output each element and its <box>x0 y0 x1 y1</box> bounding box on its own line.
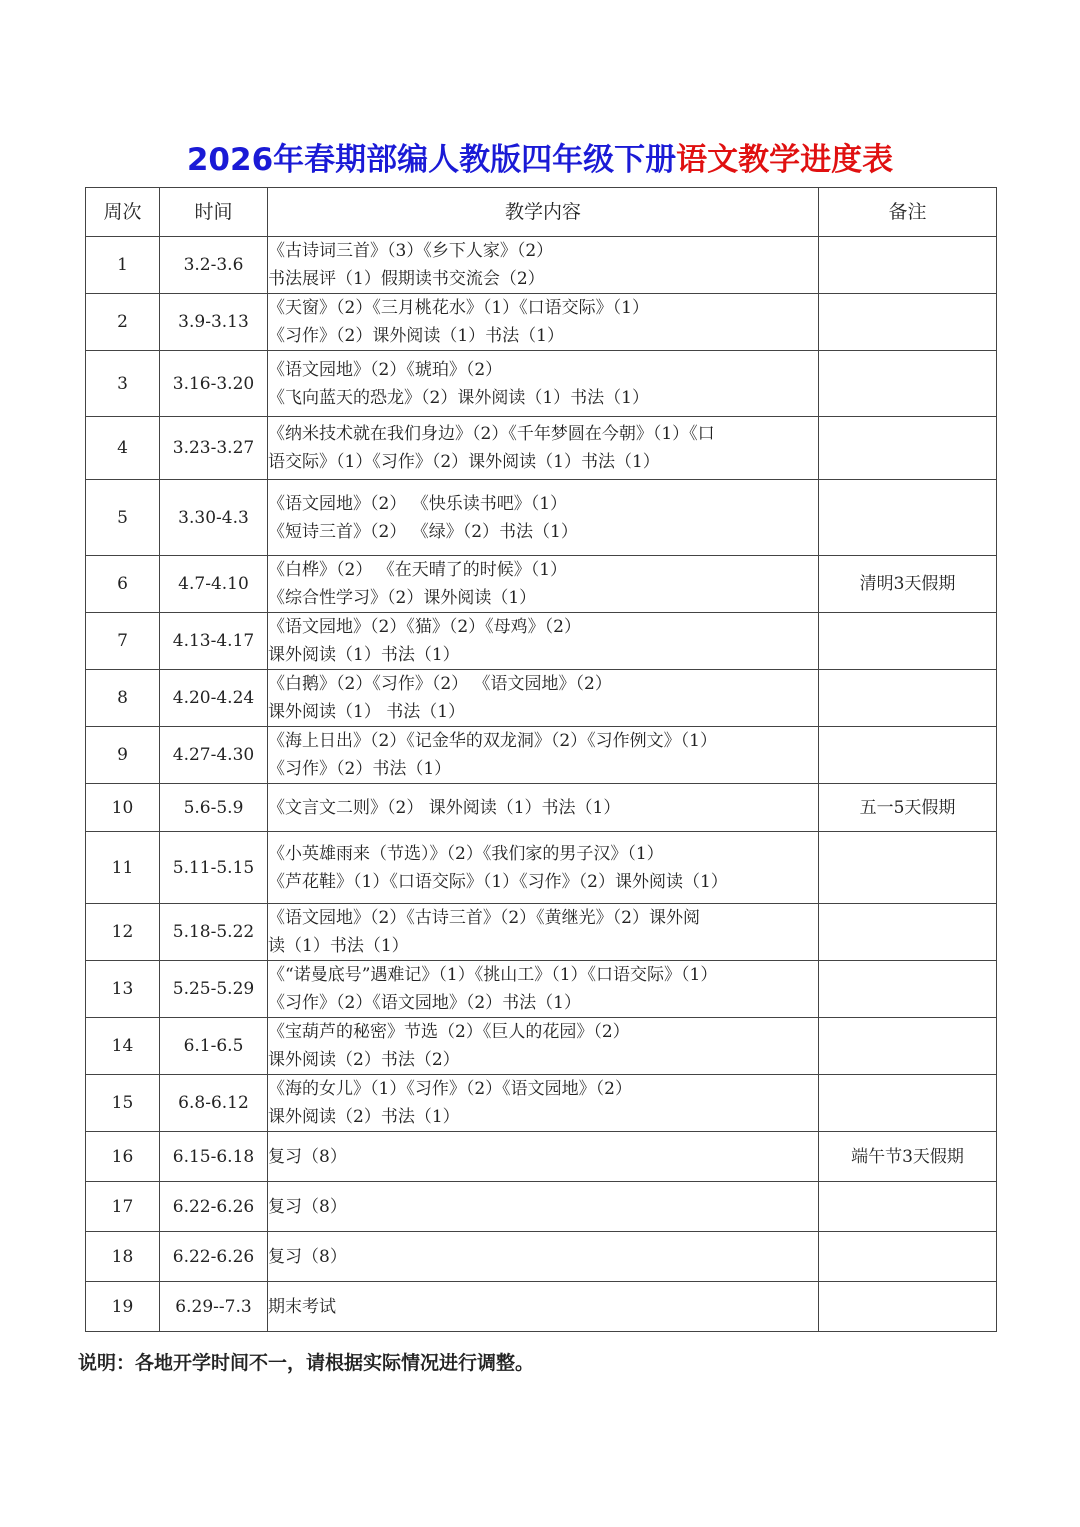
note-cell <box>819 480 997 556</box>
note-cell <box>819 832 997 904</box>
week-cell: 7 <box>86 613 160 670</box>
note-cell <box>819 237 997 294</box>
note-cell <box>819 1182 997 1232</box>
content-line: 复习（8） <box>268 1246 347 1267</box>
content-line: 《纳米技术就在我们身边》（2）《千年梦圆在今朝》（1）《口 <box>268 424 715 444</box>
time-cell: 5.25-5.29 <box>160 961 268 1018</box>
content-cell <box>268 1282 819 1332</box>
table-row <box>86 613 997 670</box>
note-cell: 端午节3天假期 <box>819 1132 997 1182</box>
note-cell <box>819 294 997 351</box>
week-cell: 15 <box>86 1075 160 1132</box>
content-line: 《语文园地》（2）《猫》（2）《母鸡》（2） <box>268 617 581 637</box>
content-line: 课外阅读（2）书法（2） <box>268 1050 460 1070</box>
content-line: 《习作》（2）《语文园地》（2）书法（1） <box>268 993 581 1013</box>
table-row <box>86 417 997 480</box>
content-cell <box>268 727 819 784</box>
content-line: 《白桦》（2） 《在天晴了的时候》（1） <box>268 560 568 580</box>
table-row <box>86 556 997 613</box>
table-row <box>86 670 997 727</box>
header-content: 教学内容 <box>268 188 819 237</box>
content-cell <box>268 351 819 417</box>
content-line: 课外阅读（1）书法（1） <box>268 645 460 665</box>
content-cell <box>268 294 819 351</box>
week-cell: 8 <box>86 670 160 727</box>
week-cell: 14 <box>86 1018 160 1075</box>
content-line: 《古诗词三首》（3）《乡下人家》（2） <box>268 241 554 261</box>
content-cell <box>268 784 819 832</box>
table-row <box>86 784 997 832</box>
note-cell <box>819 904 997 961</box>
time-cell: 5.11-5.15 <box>160 832 268 904</box>
content-cell <box>268 1075 819 1132</box>
time-cell: 3.9-3.13 <box>160 294 268 351</box>
content-cell <box>268 613 819 670</box>
schedule-body <box>86 237 997 1332</box>
table-row <box>86 832 997 904</box>
content-cell <box>268 961 819 1018</box>
time-cell: 6.22-6.26 <box>160 1182 268 1232</box>
time-cell: 6.1-6.5 <box>160 1018 268 1075</box>
week-cell: 11 <box>86 832 160 904</box>
week-cell: 18 <box>86 1232 160 1282</box>
note-cell <box>819 351 997 417</box>
week-cell: 2 <box>86 294 160 351</box>
week-cell: 1 <box>86 237 160 294</box>
content-line: 《芦花鞋》（1）《口语交际》（1）《习作》（2）课外阅读（1） <box>268 871 728 892</box>
content-line: 复习（8） <box>268 1146 347 1167</box>
content-cell <box>268 480 819 556</box>
note-cell <box>819 727 997 784</box>
content-line: 《飞向蓝天的恐龙》（2）课外阅读（1）书法（1） <box>268 387 649 408</box>
content-cell <box>268 417 819 480</box>
title-part-blue: 2026年春期部编人教版四年级下册 <box>186 142 677 178</box>
content-line: 课外阅读（2）书法（1） <box>268 1107 460 1127</box>
note-cell <box>819 1075 997 1132</box>
content-line: 《习作》（2）书法（1） <box>268 759 452 779</box>
time-cell: 5.18-5.22 <box>160 904 268 961</box>
header-note: 备注 <box>819 188 997 237</box>
content-line: 《语文园地》（2）《古诗三首》（2）《黄继光》（2）课外阅 <box>268 908 700 928</box>
note-cell <box>819 1232 997 1282</box>
week-cell: 13 <box>86 961 160 1018</box>
table-row <box>86 904 997 961</box>
week-cell: 3 <box>86 351 160 417</box>
footnote: 说明：各地开学时间不一，请根据实际情况进行调整。 <box>78 1352 535 1374</box>
table-row <box>86 1232 997 1282</box>
content-line: 复习（8） <box>268 1196 347 1217</box>
content-cell <box>268 1182 819 1232</box>
content-line: 书法展评（1）假期读书交流会（2） <box>268 269 545 289</box>
table-row <box>86 1282 997 1332</box>
content-cell <box>268 670 819 727</box>
time-cell: 4.13-4.17 <box>160 613 268 670</box>
note-cell <box>819 417 997 480</box>
content-line: 课外阅读（1） 书法（1） <box>268 702 466 722</box>
table-row <box>86 1075 997 1132</box>
note-cell <box>819 613 997 670</box>
schedule-table <box>85 187 997 1332</box>
week-cell: 19 <box>86 1282 160 1332</box>
week-cell: 5 <box>86 480 160 556</box>
content-cell <box>268 1018 819 1075</box>
content-line: 《天窗》（2）《三月桃花水》（1）《口语交际》（1） <box>268 298 649 318</box>
week-cell: 10 <box>86 784 160 832</box>
time-cell: 6.15-6.18 <box>160 1132 268 1182</box>
week-cell: 17 <box>86 1182 160 1232</box>
content-line: 期末考试 <box>268 1296 336 1317</box>
page-title <box>0 138 1080 182</box>
content-line: 《习作》（2）课外阅读（1）书法（1） <box>268 326 564 346</box>
time-cell: 5.6-5.9 <box>160 784 268 832</box>
content-cell <box>268 1232 819 1282</box>
header-row <box>86 188 997 237</box>
content-line: 语交际》（1）《习作》（2）课外阅读（1）书法（1） <box>268 452 660 472</box>
time-cell: 6.29--7.3 <box>160 1282 268 1332</box>
note-cell: 五一5天假期 <box>819 784 997 832</box>
header-time: 时间 <box>160 188 268 237</box>
note-cell <box>819 1018 997 1075</box>
note-cell <box>819 961 997 1018</box>
table-row <box>86 480 997 556</box>
content-cell <box>268 556 819 613</box>
content-line: 《综合性学习》（2）课外阅读（1） <box>268 588 537 608</box>
content-line: 《短诗三首》（2） 《绿》（2）书法（1） <box>268 521 578 542</box>
table-row <box>86 961 997 1018</box>
content-cell <box>268 1132 819 1182</box>
time-cell: 3.23-3.27 <box>160 417 268 480</box>
time-cell: 4.7-4.10 <box>160 556 268 613</box>
time-cell: 3.30-4.3 <box>160 480 268 556</box>
content-cell <box>268 904 819 961</box>
table-row <box>86 1132 997 1182</box>
table-row <box>86 351 997 417</box>
time-cell: 3.16-3.20 <box>160 351 268 417</box>
content-cell <box>268 237 819 294</box>
content-line: 《海的女儿》（1）《习作》（2）《语文园地》（2） <box>268 1079 632 1099</box>
content-line: 《小英雄雨来（节选）》（2）《我们家的男子汉》（1） <box>268 843 664 864</box>
content-line: 《文言文二则》（2） 课外阅读（1）书法（1） <box>268 797 621 818</box>
table-row <box>86 1182 997 1232</box>
note-cell: 清明3天假期 <box>819 556 997 613</box>
week-cell: 9 <box>86 727 160 784</box>
content-line: 《语文园地》（2） 《快乐读书吧》（1） <box>268 493 568 514</box>
time-cell: 4.20-4.24 <box>160 670 268 727</box>
table-row <box>86 237 997 294</box>
content-line: 《宝葫芦的秘密》节选（2）《巨人的花园》（2） <box>268 1022 630 1042</box>
week-cell: 12 <box>86 904 160 961</box>
time-cell: 6.22-6.26 <box>160 1232 268 1282</box>
content-cell <box>268 832 819 904</box>
week-cell: 4 <box>86 417 160 480</box>
content-line: 《“诺曼底号”遇难记》（1）《挑山工》（1）《口语交际》（1） <box>268 965 718 985</box>
time-cell: 3.2-3.6 <box>160 237 268 294</box>
title-part-red: 语文教学进度表 <box>676 142 894 178</box>
content-line: 读（1）书法（1） <box>268 936 409 956</box>
content-line: 《语文园地》（2）《琥珀》（2） <box>268 359 503 380</box>
note-cell <box>819 1282 997 1332</box>
time-cell: 4.27-4.30 <box>160 727 268 784</box>
time-cell: 6.8-6.12 <box>160 1075 268 1132</box>
header-week: 周次 <box>86 188 160 237</box>
note-cell <box>819 670 997 727</box>
week-cell: 6 <box>86 556 160 613</box>
content-line: 《海上日出》（2）《记金华的双龙洞》（2）《习作例文》（1） <box>268 731 717 751</box>
table-row <box>86 1018 997 1075</box>
week-cell: 16 <box>86 1132 160 1182</box>
table-row <box>86 294 997 351</box>
content-line: 《白鹅》（2）《习作》（2） 《语文园地》（2） <box>268 674 612 694</box>
table-row <box>86 727 997 784</box>
